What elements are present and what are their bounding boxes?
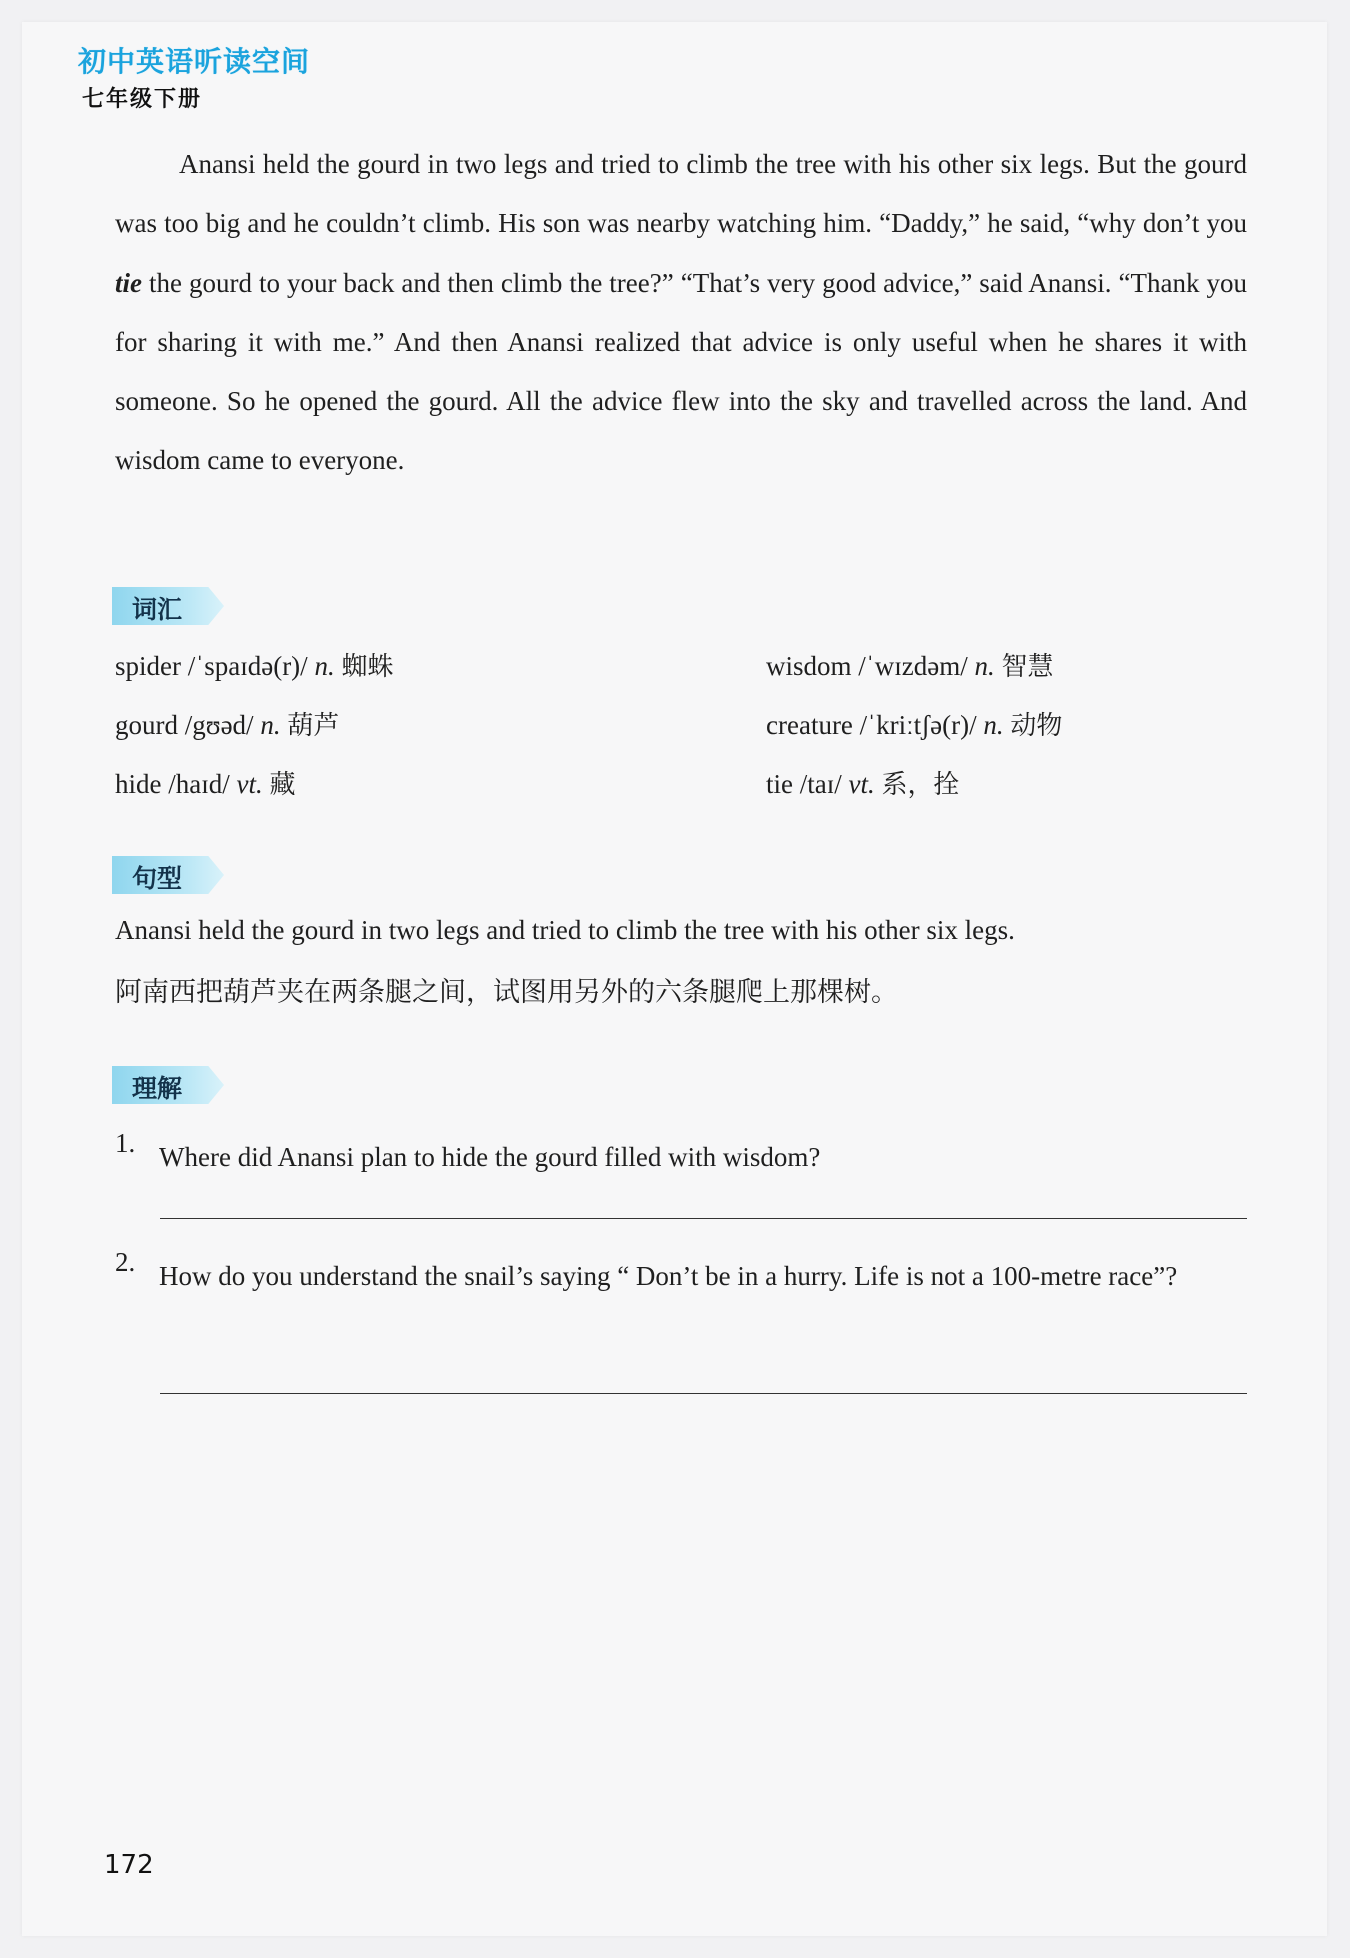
answer-line[interactable] [160,1218,1247,1219]
vocab-word: hide [115,769,162,799]
vocab-word: creature [766,710,853,740]
section-title-pattern: 句型 [132,864,183,893]
question-number: 1. [115,1128,136,1158]
pattern-sentence-cn: 阿南西把葫芦夹在两条腿之间，试图用另外的六条腿爬上那棵树。 [115,977,898,1008]
vocab-item [766,764,960,801]
question-item [115,1247,1247,1367]
section-tag-vocab [112,587,224,625]
vocab-item [115,646,393,683]
vocab-word: spider [115,651,181,681]
vocab-word: gourd [115,710,178,740]
question-text: How do you understand the snail’s saying “ Don’t be in a hurry. Life is not a 100-metre race”? [159,1261,1178,1291]
vocab-pos: vt. [848,769,875,799]
vocab-item [766,646,1054,683]
answer-line[interactable] [160,1393,1247,1394]
vocab-pos: n. [260,710,281,740]
book-subtitle: 七年级下册 [82,86,203,112]
story-paragraph [115,135,1247,491]
vocab-meaning: 动物 [1010,711,1063,741]
vocab-pos: vt. [236,769,263,799]
story-text: the gourd to your back and then climb the tree?” “That’s very good advice,” said Anansi. “Thank you for sharing it with me.” And then Anansi realized that advice is only useful when he shares it with someone. So he opened the gourd. All the advice flew into the sky and travelled across the land. And wisdom came to everyone. [115,267,1247,476]
vocab-pos: n. [983,710,1004,740]
vocab-ipa: /ˈspaɪdə(r)/ [187,651,308,681]
vocab-item [115,705,339,742]
vocab-ipa: /gʊəd/ [184,710,254,740]
section-title-comprehension: 理解 [132,1074,183,1103]
section-tag-pattern [112,856,224,894]
book-title: 初中英语听读空间 [78,45,311,78]
vocab-word: wisdom [766,651,852,681]
question-text: Where did Anansi plan to hide the gourd filled with wisdom? [159,1142,821,1172]
pattern-sentence-en: Anansi held the gourd in two legs and tried to climb the tree with his other six legs. [115,915,1015,945]
page-number: 172 [104,1850,154,1880]
story-text: Anansi held the gourd in two legs and tried to climb the tree with his other six legs. But the gourd was too big and he couldn’t climb. His son was nearby watching him. “Daddy,” he said, “why don’t you [115,149,1247,239]
vocab-meaning: 藏 [269,770,296,800]
vocab-meaning: 智慧 [1001,652,1054,682]
vocab-item [115,764,296,801]
vocab-pos: n. [974,651,995,681]
story-emphasis: tie [115,267,142,298]
vocab-word: tie [766,769,793,799]
question-number: 2. [115,1247,136,1277]
section-tag-comprehension [112,1066,224,1104]
vocab-meaning: 葫芦 [287,711,340,741]
vocab-ipa: /haɪd/ [168,769,230,799]
question-item [115,1128,1247,1188]
vocab-meaning: 系，拴 [881,770,960,800]
vocab-ipa: /ˈwɪzdəm/ [858,651,968,681]
vocab-ipa: /taɪ/ [799,769,842,799]
vocab-pos: n. [314,651,335,681]
vocab-ipa: /ˈkriːtʃə(r)/ [859,710,977,740]
story-passage [115,135,1247,491]
vocab-meaning: 蜘蛛 [341,652,394,682]
vocab-item [766,705,1062,742]
section-title-vocab: 词汇 [132,595,183,624]
